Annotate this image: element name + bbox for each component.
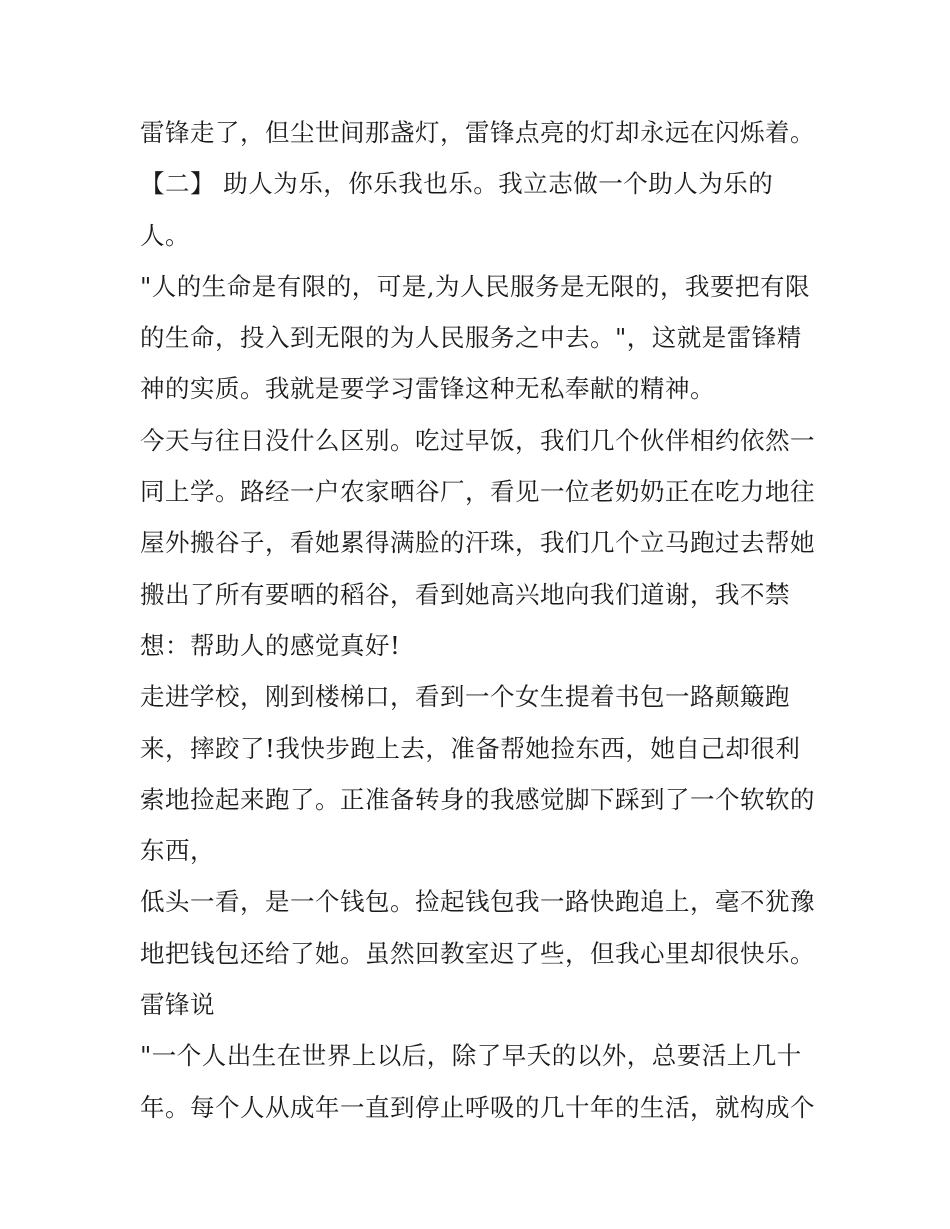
text-line: 走进学校，刚到楼梯口，看到一个女生提着书包一路颠簸跑: [140, 682, 790, 712]
text-line: 索地捡起来跑了。正准备转身的我感觉脚下踩到了一个软软的: [140, 784, 815, 814]
text-line: "一个人出生在世界上以后，除了早夭的以外，总要活上几十: [140, 1041, 802, 1071]
text-line: "人的生命是有限的，可是,为人民服务是无限的，我要把有限: [140, 271, 811, 301]
document-text-body: [140, 107, 830, 1133]
text-line: 【二】 助人为乐，你乐我也乐。我立志做一个助人为乐的: [140, 169, 774, 199]
text-line: 低头一看，是一个钱包。捡起钱包我一路快跑追上，毫不犹豫: [140, 887, 815, 917]
text-line: 人。: [140, 220, 190, 250]
text-line: 东西，: [140, 836, 215, 866]
text-line: 搬出了所有要晒的稻谷，看到她高兴地向我们道谢，我不禁: [140, 579, 790, 609]
text-line: 今天与往日没什么区别。吃过早饭，我们几个伙伴相约依然一: [140, 425, 815, 455]
text-line: 雷锋说: [140, 990, 215, 1020]
text-line: 的生命，投入到无限的为人民服务之中去。"，这就是雷锋精: [140, 323, 802, 353]
text-line: 地把钱包还给了她。虽然回教室迟了些，但我心里却很快乐。: [140, 938, 815, 968]
text-line: 年。每个人从成年一直到停止呼吸的几十年的生活，就构成个: [140, 1092, 815, 1122]
text-line: 神的实质。我就是要学习雷锋这种无私奉献的精神。: [140, 374, 715, 404]
text-line: 屋外搬谷子，看她累得满脸的汗珠，我们几个立马跑过去帮她: [140, 528, 815, 558]
text-line: 雷锋走了，但尘世间那盏灯，雷锋点亮的灯却永远在闪烁着。: [140, 118, 815, 147]
text-line: 想：帮助人的感觉真好!: [140, 630, 401, 660]
text-line: 来，摔跤了!我快步跑上去，准备帮她捡东西，她自己却很利: [140, 733, 801, 763]
text-line: 同上学。路经一户农家晒谷厂，看见一位老奶奶正在吃力地往: [140, 477, 815, 507]
